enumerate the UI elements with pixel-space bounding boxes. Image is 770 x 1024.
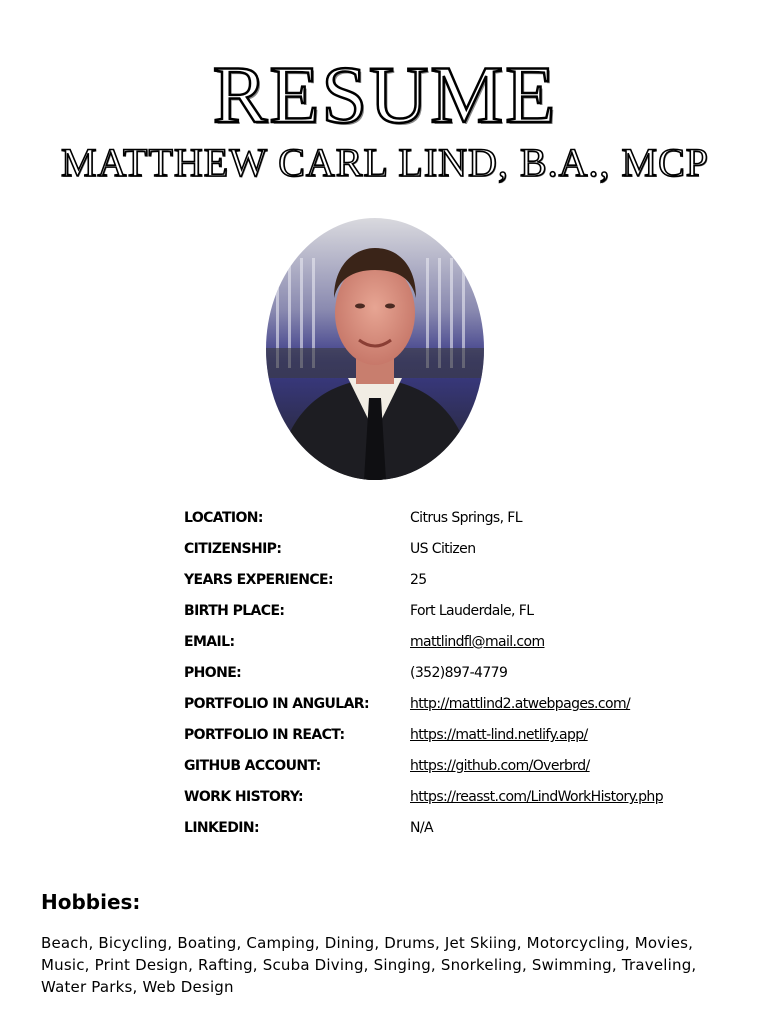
info-row bbox=[184, 566, 684, 597]
info-row bbox=[184, 597, 684, 628]
resume-title: RESUME bbox=[212, 49, 558, 140]
info-value: 25 bbox=[410, 572, 427, 588]
info-row bbox=[184, 814, 684, 845]
info-label: CITIZENSHIP: bbox=[184, 541, 282, 557]
portrait-photo bbox=[266, 218, 484, 480]
info-link[interactable]: http://mattlind2.atwebpages.com/ bbox=[410, 696, 631, 712]
hobbies-heading: Hobbies: bbox=[41, 890, 141, 914]
info-label: LOCATION: bbox=[184, 510, 263, 526]
info-value: (352)897-4779 bbox=[410, 665, 508, 681]
info-row bbox=[184, 659, 684, 690]
info-row bbox=[184, 690, 684, 721]
info-row bbox=[184, 628, 684, 659]
info-link[interactable]: https://reasst.com/LindWorkHistory.php bbox=[410, 789, 663, 805]
info-label: LINKEDIN: bbox=[184, 820, 260, 836]
candidate-name: MATTHEW CARL LIND, B.A., MCP bbox=[60, 140, 710, 185]
info-label: YEARS EXPERIENCE: bbox=[184, 572, 333, 588]
info-value: Citrus Springs, FL bbox=[410, 510, 522, 526]
info-label: EMAIL: bbox=[184, 634, 235, 650]
info-table bbox=[184, 504, 684, 845]
info-link[interactable]: https://github.com/Overbrd/ bbox=[410, 758, 590, 774]
info-row bbox=[184, 783, 684, 814]
info-row bbox=[184, 504, 684, 535]
info-value: US Citizen bbox=[410, 541, 476, 557]
info-row bbox=[184, 752, 684, 783]
info-row bbox=[184, 721, 684, 752]
info-label: GITHUB ACCOUNT: bbox=[184, 758, 321, 774]
info-label: WORK HISTORY: bbox=[184, 789, 304, 805]
info-value: Fort Lauderdale, FL bbox=[410, 603, 534, 619]
info-link[interactable]: https://matt-lind.netlify.app/ bbox=[410, 727, 588, 743]
info-row bbox=[184, 535, 684, 566]
info-label: PORTFOLIO IN REACT: bbox=[184, 727, 345, 743]
info-value: N/A bbox=[410, 820, 433, 836]
info-link[interactable]: mattlindfl@mail.com bbox=[410, 634, 545, 650]
hobbies-list: Beach, Bicycling, Boating, Camping, Dining, Drums, Jet Skiing, Motorcycling, Movies, Music, Print Design, Rafting, Scuba Diving, Singing, Snorkeling, Swimming, Traveling, Water Parks, Web Design bbox=[41, 934, 697, 996]
info-label: BIRTH PLACE: bbox=[184, 603, 285, 619]
info-label: PHONE: bbox=[184, 665, 242, 681]
info-label: PORTFOLIO IN ANGULAR: bbox=[184, 696, 369, 712]
